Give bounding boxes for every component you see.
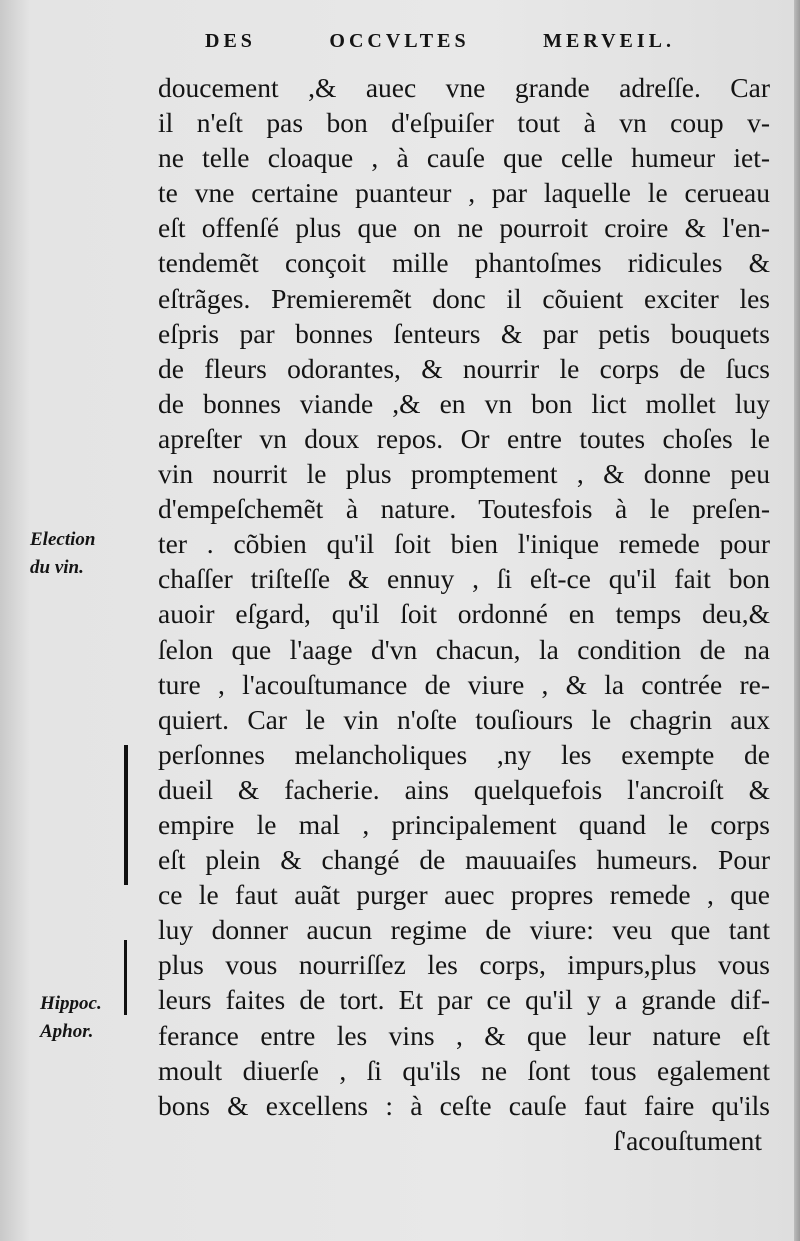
text-line: tendemẽt conçoit mille phantoſmes ridicules &: [158, 247, 770, 279]
text-line: plus vous nourriſſez les corps, impurs,plus vous: [158, 949, 770, 981]
text-line: de fleurs odorantes, & nourrir le corps de ſucs: [158, 352, 770, 384]
body-text: [158, 70, 770, 1158]
text-line: doucement ,& auec vne grande adreſſe. Car: [158, 72, 770, 103]
text-line: ter . cõbien qu'il ſoit bien l'inique remede pour: [158, 528, 770, 560]
text-line: ne telle cloaque , à cauſe que celle humeur iet-: [158, 142, 770, 174]
marginal-note-hippocrates: [40, 990, 102, 1046]
running-head-right: MERVEIL.: [543, 30, 675, 52]
text-line: apreſter vn doux repos. Or entre toutes choſes le: [158, 422, 770, 454]
running-head-left: DES: [205, 30, 256, 52]
running-head-center: OCCVLTES: [329, 30, 470, 52]
text-line: eſt plein & changé de mauuaiſes humeurs. Pour: [158, 844, 770, 876]
text-line: d'empeſchemẽt à nature. Toutesfois à le preſen-: [158, 493, 770, 525]
text-line: luy donner aucun regime de viure: veu que tant: [158, 914, 770, 946]
text-line: chaſſer triſteſſe & ennuy , ſi eſt-ce qu'il fait bon: [158, 563, 770, 595]
ink-margin-line: [124, 745, 128, 885]
marginal-note-line: Election: [30, 529, 96, 550]
text-line: ce le faut auãt purger auec propres remede , que: [158, 879, 770, 911]
text-line: eſpris par bonnes ſenteurs & par petis bouquets: [158, 317, 770, 349]
text-line: il n'eſt pas bon d'eſpuiſer tout à vn coup v-: [158, 107, 770, 139]
text-line: perſonnes melancholiques ,ny les exempte de: [158, 738, 770, 770]
marginal-note-line: du vin.: [30, 557, 84, 578]
ink-margin-line: [124, 940, 127, 1015]
text-line: de bonnes viande ,& en vn bon lict mollet luy: [158, 387, 770, 419]
text-line: leurs faites de tort. Et par ce qu'il y a grande dif-: [158, 984, 770, 1016]
text-line: bons & excellens : à ceſte cauſe faut faire qu'ils: [158, 1089, 770, 1121]
marginal-note-election: [30, 526, 95, 582]
text-line: dueil & facherie. ains quelquefois l'ancroiſt &: [158, 773, 770, 805]
text-line: ture , l'acouſtumance de viure , & la contrée re-: [158, 668, 770, 700]
text-line: moult diuerſe , ſi qu'ils ne ſont tous egalement: [158, 1054, 770, 1086]
marginal-note-line: Aphor.: [40, 1021, 94, 1042]
text-line: eſtrãges. Premieremẽt donc il cõuient exciter les: [158, 282, 770, 314]
running-head: [205, 30, 675, 53]
text-line: ferance entre les vins , & que leur nature eſt: [158, 1019, 770, 1051]
text-line: vin nourrit le plus promptement , & donne peu: [158, 458, 770, 490]
text-line: ſelon que l'aage d'vn chacun, la condition de na: [158, 633, 770, 665]
text-line: te vne certaine puanteur , par laquelle le cerueau: [158, 177, 770, 209]
catchword: ſ'acouſtument: [613, 1124, 762, 1156]
text-line: auoir eſgard, qu'il ſoit ordonné en temps deu,&: [158, 598, 770, 630]
text-line: quiert. Car le vin n'oſte touſiours le chagrin aux: [158, 703, 770, 735]
marginal-note-line: Hippoc.: [40, 993, 102, 1014]
text-line: empire le mal , principalement quand le corps: [158, 808, 770, 840]
page-edge-shadow: [794, 0, 800, 1241]
text-line: eſt offenſé plus que on ne pourroit croire & l'en-: [158, 212, 770, 244]
